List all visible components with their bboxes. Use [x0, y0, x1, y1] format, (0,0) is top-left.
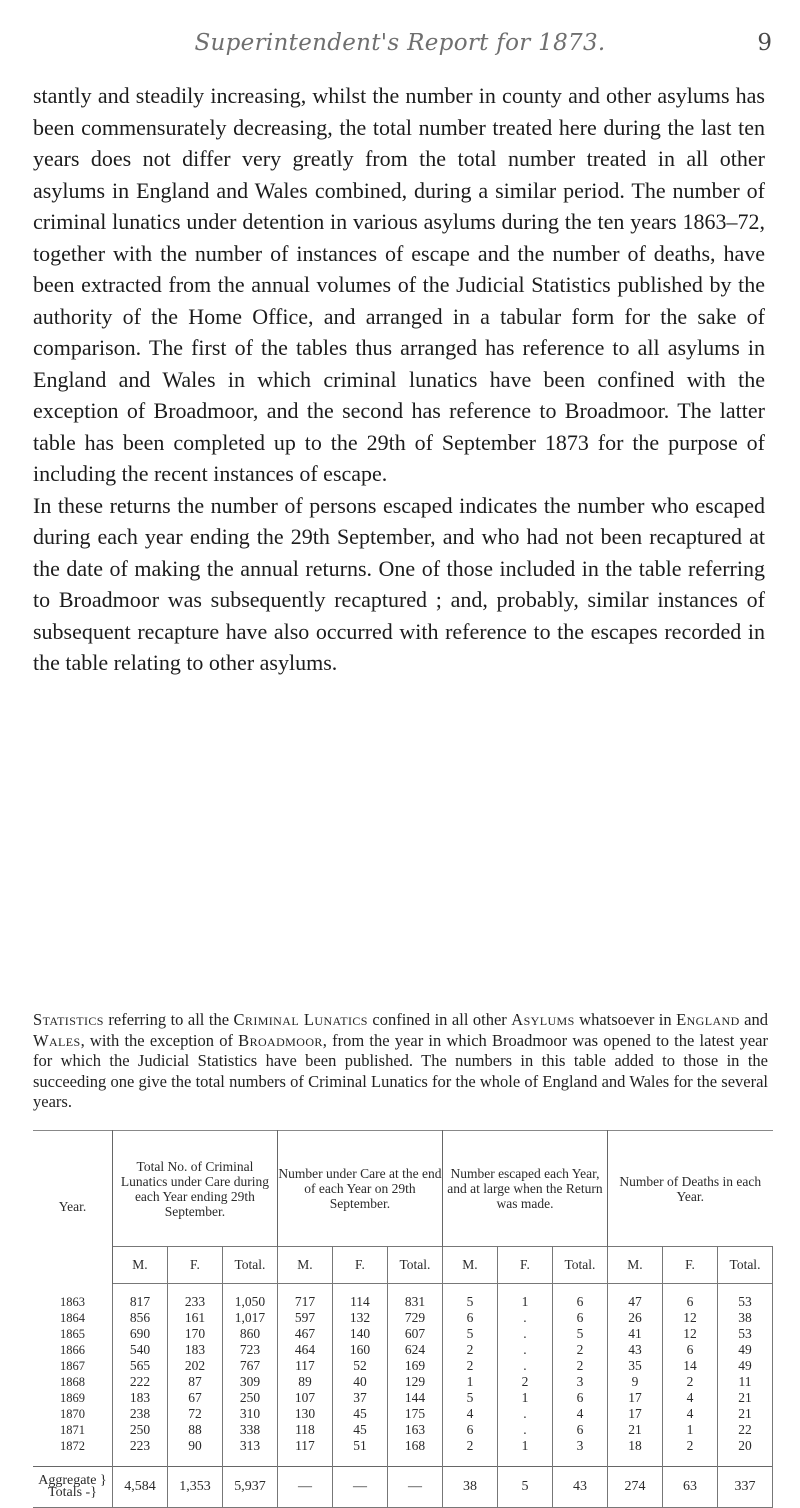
- table-cell: 130: [277, 1406, 332, 1422]
- table-cell: 540: [112, 1342, 167, 1358]
- table-cell: 38: [717, 1310, 772, 1326]
- table-cell: 17: [607, 1390, 662, 1406]
- table-cell: 175: [387, 1406, 442, 1422]
- aggregate-cell: 43: [552, 1467, 607, 1508]
- aggregate-cell: 274: [607, 1467, 662, 1508]
- caption-text: referring to all the: [103, 1010, 234, 1029]
- table-cell: 729: [387, 1310, 442, 1326]
- table-cell: 338: [222, 1422, 277, 1438]
- table-cell: 2: [552, 1358, 607, 1374]
- sub-header-total: Total.: [222, 1247, 277, 1284]
- year-cell: 1868: [33, 1374, 112, 1390]
- table-cell: 21: [717, 1390, 772, 1406]
- table-cell: 9: [607, 1374, 662, 1390]
- caption-text: confined in all other: [367, 1010, 512, 1029]
- table-cell: 183: [112, 1390, 167, 1406]
- caption-smallcaps: England: [676, 1010, 740, 1029]
- table-cell: 117: [277, 1358, 332, 1374]
- table-cell: 767: [222, 1358, 277, 1374]
- aggregate-cell: 337: [717, 1467, 772, 1508]
- table-cell: 18: [607, 1438, 662, 1467]
- table-cell: 40: [332, 1374, 387, 1390]
- table-cell: 1: [662, 1422, 717, 1438]
- table-cell: 690: [112, 1326, 167, 1342]
- table-row: [33, 1406, 773, 1422]
- table-cell: 168: [387, 1438, 442, 1467]
- group-header-escaped: Number escaped each Year, and at large when the Return was made.: [442, 1131, 607, 1247]
- year-cell: 1872: [33, 1438, 112, 1467]
- table-cell: .: [497, 1326, 552, 1342]
- table-cell: 624: [387, 1342, 442, 1358]
- table-cell: 35: [607, 1358, 662, 1374]
- table-cell: 856: [112, 1310, 167, 1326]
- table-cell: 2: [552, 1342, 607, 1358]
- aggregate-cell: 1,353: [167, 1467, 222, 1508]
- table-cell: 4: [662, 1406, 717, 1422]
- group-header-total-under-care: Total No. of Criminal Lunatics under Care during each Year ending 29th September.: [112, 1131, 277, 1247]
- aggregate-row: [33, 1467, 773, 1508]
- table-row: [33, 1310, 773, 1326]
- table-cell: 223: [112, 1438, 167, 1467]
- table-cell: 72: [167, 1406, 222, 1422]
- table-cell: 170: [167, 1326, 222, 1342]
- year-cell: 1865: [33, 1326, 112, 1342]
- table-cell: 831: [387, 1284, 442, 1311]
- table-cell: 6: [552, 1284, 607, 1311]
- table-cell: 597: [277, 1310, 332, 1326]
- statistics-table: [33, 1130, 773, 1508]
- table-cell: 723: [222, 1342, 277, 1358]
- table-cell: 717: [277, 1284, 332, 1311]
- table-cell: .: [497, 1310, 552, 1326]
- sub-header-f: F.: [662, 1247, 717, 1284]
- aggregate-cell: —: [387, 1467, 442, 1508]
- caption-smallcaps: Wales: [33, 1030, 81, 1050]
- year-cell: 1864: [33, 1310, 112, 1326]
- page-number: 9: [757, 30, 772, 56]
- table-cell: 310: [222, 1406, 277, 1422]
- table-cell: 1: [442, 1374, 497, 1390]
- table-cell: 5: [552, 1326, 607, 1342]
- table-cell: 17: [607, 1406, 662, 1422]
- table-cell: 129: [387, 1374, 442, 1390]
- table-row: [33, 1438, 773, 1467]
- paragraph: stantly and steadily increasing, whilst the number in county and other asylums has been commensurately decreasing, the total number treated here during the last ten years does not differ very greatly from the total number treated in all other asylums in England and Wales combined, during a similar period. The number of criminal lunatics under detention in various asylums during the ten years 1863–72, together with the number of instances of escape and the number of deaths, have been extracted from the annual volumes of the Judicial Statistics published by the authority of the Home Office, and arranged in a tabular form for the sake of comparison. The first of the tables thus arranged has reference to all asylums in England and Wales in which criminal lunatics have been confined with the exception of Broadmoor, and the second has reference to Broadmoor. The latter table has been completed up to the 29th of September 1873 for the purpose of including the recent instances of escape.: [33, 83, 765, 486]
- table-cell: 144: [387, 1390, 442, 1406]
- table-cell: 14: [662, 1358, 717, 1374]
- table-row: [33, 1422, 773, 1438]
- year-cell: 1871: [33, 1422, 112, 1438]
- sub-header-m: M.: [112, 1247, 167, 1284]
- table-cell: 1,050: [222, 1284, 277, 1311]
- table-cell: 26: [607, 1310, 662, 1326]
- table-cell: 5: [442, 1284, 497, 1311]
- table-cell: 3: [552, 1438, 607, 1467]
- table-cell: 41: [607, 1326, 662, 1342]
- table-cell: 2: [442, 1358, 497, 1374]
- aggregate-cell: —: [332, 1467, 387, 1508]
- aggregate-label: Aggregate } Totals -}: [33, 1467, 112, 1508]
- table-cell: 1: [497, 1438, 552, 1467]
- table-cell: 860: [222, 1326, 277, 1342]
- running-head: Superintendent's Report for 1873.: [194, 30, 606, 56]
- table-cell: 2: [662, 1438, 717, 1467]
- table-cell: 467: [277, 1326, 332, 1342]
- table-cell: 2: [442, 1438, 497, 1467]
- table-cell: 313: [222, 1438, 277, 1467]
- sub-header-f: F.: [332, 1247, 387, 1284]
- paragraph: In these returns the number of persons escaped indicates the number who escaped during each year ending the 29th September, and who had not been recaptured at the date of making the annual returns. One of those included in the table referring to Broadmoor was subsequently recaptured ; and, probably, similar instances of subsequent recapture have also occurred with reference to the escapes recorded in the table relating to other asylums.: [33, 492, 765, 675]
- table-cell: 49: [717, 1358, 772, 1374]
- table-cell: 52: [332, 1358, 387, 1374]
- aggregate-cell: —: [277, 1467, 332, 1508]
- table-cell: 6: [442, 1310, 497, 1326]
- table-cell: 21: [717, 1406, 772, 1422]
- caption-text: whatsoever in: [574, 1010, 677, 1029]
- table-cell: 5: [442, 1326, 497, 1342]
- table-cell: 107: [277, 1390, 332, 1406]
- table-cell: 45: [332, 1406, 387, 1422]
- sub-header-f: F.: [167, 1247, 222, 1284]
- sub-header-total: Total.: [717, 1247, 772, 1284]
- sub-header-f: F.: [497, 1247, 552, 1284]
- table-cell: 47: [607, 1284, 662, 1311]
- table-cell: 202: [167, 1358, 222, 1374]
- year-cell: 1870: [33, 1406, 112, 1422]
- table-cell: 5: [442, 1390, 497, 1406]
- table-cell: 161: [167, 1310, 222, 1326]
- aggregate-cell: 4,584: [112, 1467, 167, 1508]
- table-cell: 89: [277, 1374, 332, 1390]
- table-cell: 20: [717, 1438, 772, 1467]
- table-cell: 49: [717, 1342, 772, 1358]
- caption-smallcaps: Asylums: [511, 1010, 575, 1029]
- caption-text: and: [739, 1010, 768, 1029]
- sub-header-m: M.: [607, 1247, 662, 1284]
- table-cell: 53: [717, 1326, 772, 1342]
- table-cell: 4: [552, 1406, 607, 1422]
- table-cell: 6: [552, 1390, 607, 1406]
- table-cell: 1: [497, 1284, 552, 1311]
- year-cell: 1866: [33, 1342, 112, 1358]
- table-cell: .: [497, 1342, 552, 1358]
- year-header: Year.: [33, 1131, 112, 1284]
- table-row: [33, 1374, 773, 1390]
- table-cell: 90: [167, 1438, 222, 1467]
- data-table: [33, 1130, 773, 1508]
- table-cell: 12: [662, 1310, 717, 1326]
- aggregate-cell: 38: [442, 1467, 497, 1508]
- sub-header-m: M.: [442, 1247, 497, 1284]
- table-row: [33, 1358, 773, 1374]
- group-header-under-care-end: Number under Care at the end of each Year on 29th September.: [277, 1131, 442, 1247]
- caption-smallcaps: Criminal Lunatics: [233, 1010, 368, 1029]
- table-cell: 51: [332, 1438, 387, 1467]
- sub-header-total: Total.: [552, 1247, 607, 1284]
- table-cell: 2: [662, 1374, 717, 1390]
- table-cell: 37: [332, 1390, 387, 1406]
- table-cell: 607: [387, 1326, 442, 1342]
- table-cell: 2: [442, 1342, 497, 1358]
- table-cell: 6: [442, 1422, 497, 1438]
- table-row: [33, 1326, 773, 1342]
- table-cell: 250: [112, 1422, 167, 1438]
- group-header-deaths: Number of Deaths in each Year.: [607, 1131, 772, 1247]
- table-cell: 817: [112, 1284, 167, 1311]
- aggregate-cell: 5,937: [222, 1467, 277, 1508]
- table-cell: .: [497, 1422, 552, 1438]
- table-cell: 464: [277, 1342, 332, 1358]
- table-cell: 117: [277, 1438, 332, 1467]
- year-cell: 1867: [33, 1358, 112, 1374]
- sub-header-m: M.: [277, 1247, 332, 1284]
- table-cell: 233: [167, 1284, 222, 1311]
- table-cell: 43: [607, 1342, 662, 1358]
- caption-smallcaps: Broadmoor: [238, 1030, 323, 1050]
- table-cell: 11: [717, 1374, 772, 1390]
- table-cell: 6: [662, 1342, 717, 1358]
- table-cell: 87: [167, 1374, 222, 1390]
- aggregate-cell: 5: [497, 1467, 552, 1508]
- table-cell: 6: [552, 1310, 607, 1326]
- table-cell: 12: [662, 1326, 717, 1342]
- table-cell: 22: [717, 1422, 772, 1438]
- table-cell: 160: [332, 1342, 387, 1358]
- table-cell: 169: [387, 1358, 442, 1374]
- table-row: [33, 1284, 773, 1311]
- table-cell: 114: [332, 1284, 387, 1311]
- table-cell: 238: [112, 1406, 167, 1422]
- table-cell: 45: [332, 1422, 387, 1438]
- table-cell: 2: [497, 1374, 552, 1390]
- table-row: [33, 1390, 773, 1406]
- caption-smallcaps: Statistics: [33, 1010, 104, 1029]
- page-header: [0, 30, 800, 70]
- table-cell: 309: [222, 1374, 277, 1390]
- table-cell: 118: [277, 1422, 332, 1438]
- caption-text: , from the year in which Broadmoor was opened to the latest year for which the Judicial Statistics have been published. The numbers in this table added to those in the succeeding one give the total numbers of Criminal Lunatics for the whole of England and Wales for the several years.: [33, 1030, 768, 1112]
- table-cell: 1: [497, 1390, 552, 1406]
- caption-text: , with the exception of: [80, 1030, 239, 1050]
- year-cell: 1869: [33, 1390, 112, 1406]
- table-cell: 88: [167, 1422, 222, 1438]
- table-cell: 21: [607, 1422, 662, 1438]
- table-cell: 1,017: [222, 1310, 277, 1326]
- table-cell: 4: [442, 1406, 497, 1422]
- table-cell: .: [497, 1358, 552, 1374]
- table-cell: 6: [552, 1422, 607, 1438]
- table-cell: 163: [387, 1422, 442, 1438]
- table-cell: 132: [332, 1310, 387, 1326]
- table-cell: .: [497, 1406, 552, 1422]
- table-cell: 183: [167, 1342, 222, 1358]
- table-cell: 6: [662, 1284, 717, 1311]
- table-caption: [33, 1010, 768, 1113]
- table-cell: 67: [167, 1390, 222, 1406]
- table-cell: 140: [332, 1326, 387, 1342]
- table-cell: 250: [222, 1390, 277, 1406]
- table-row: [33, 1342, 773, 1358]
- aggregate-cell: 63: [662, 1467, 717, 1508]
- year-cell: 1863: [33, 1284, 112, 1311]
- table-cell: 3: [552, 1374, 607, 1390]
- body-text: [33, 80, 765, 679]
- table-cell: 222: [112, 1374, 167, 1390]
- table-cell: 53: [717, 1284, 772, 1311]
- table-cell: 565: [112, 1358, 167, 1374]
- table-cell: 4: [662, 1390, 717, 1406]
- sub-header-total: Total.: [387, 1247, 442, 1284]
